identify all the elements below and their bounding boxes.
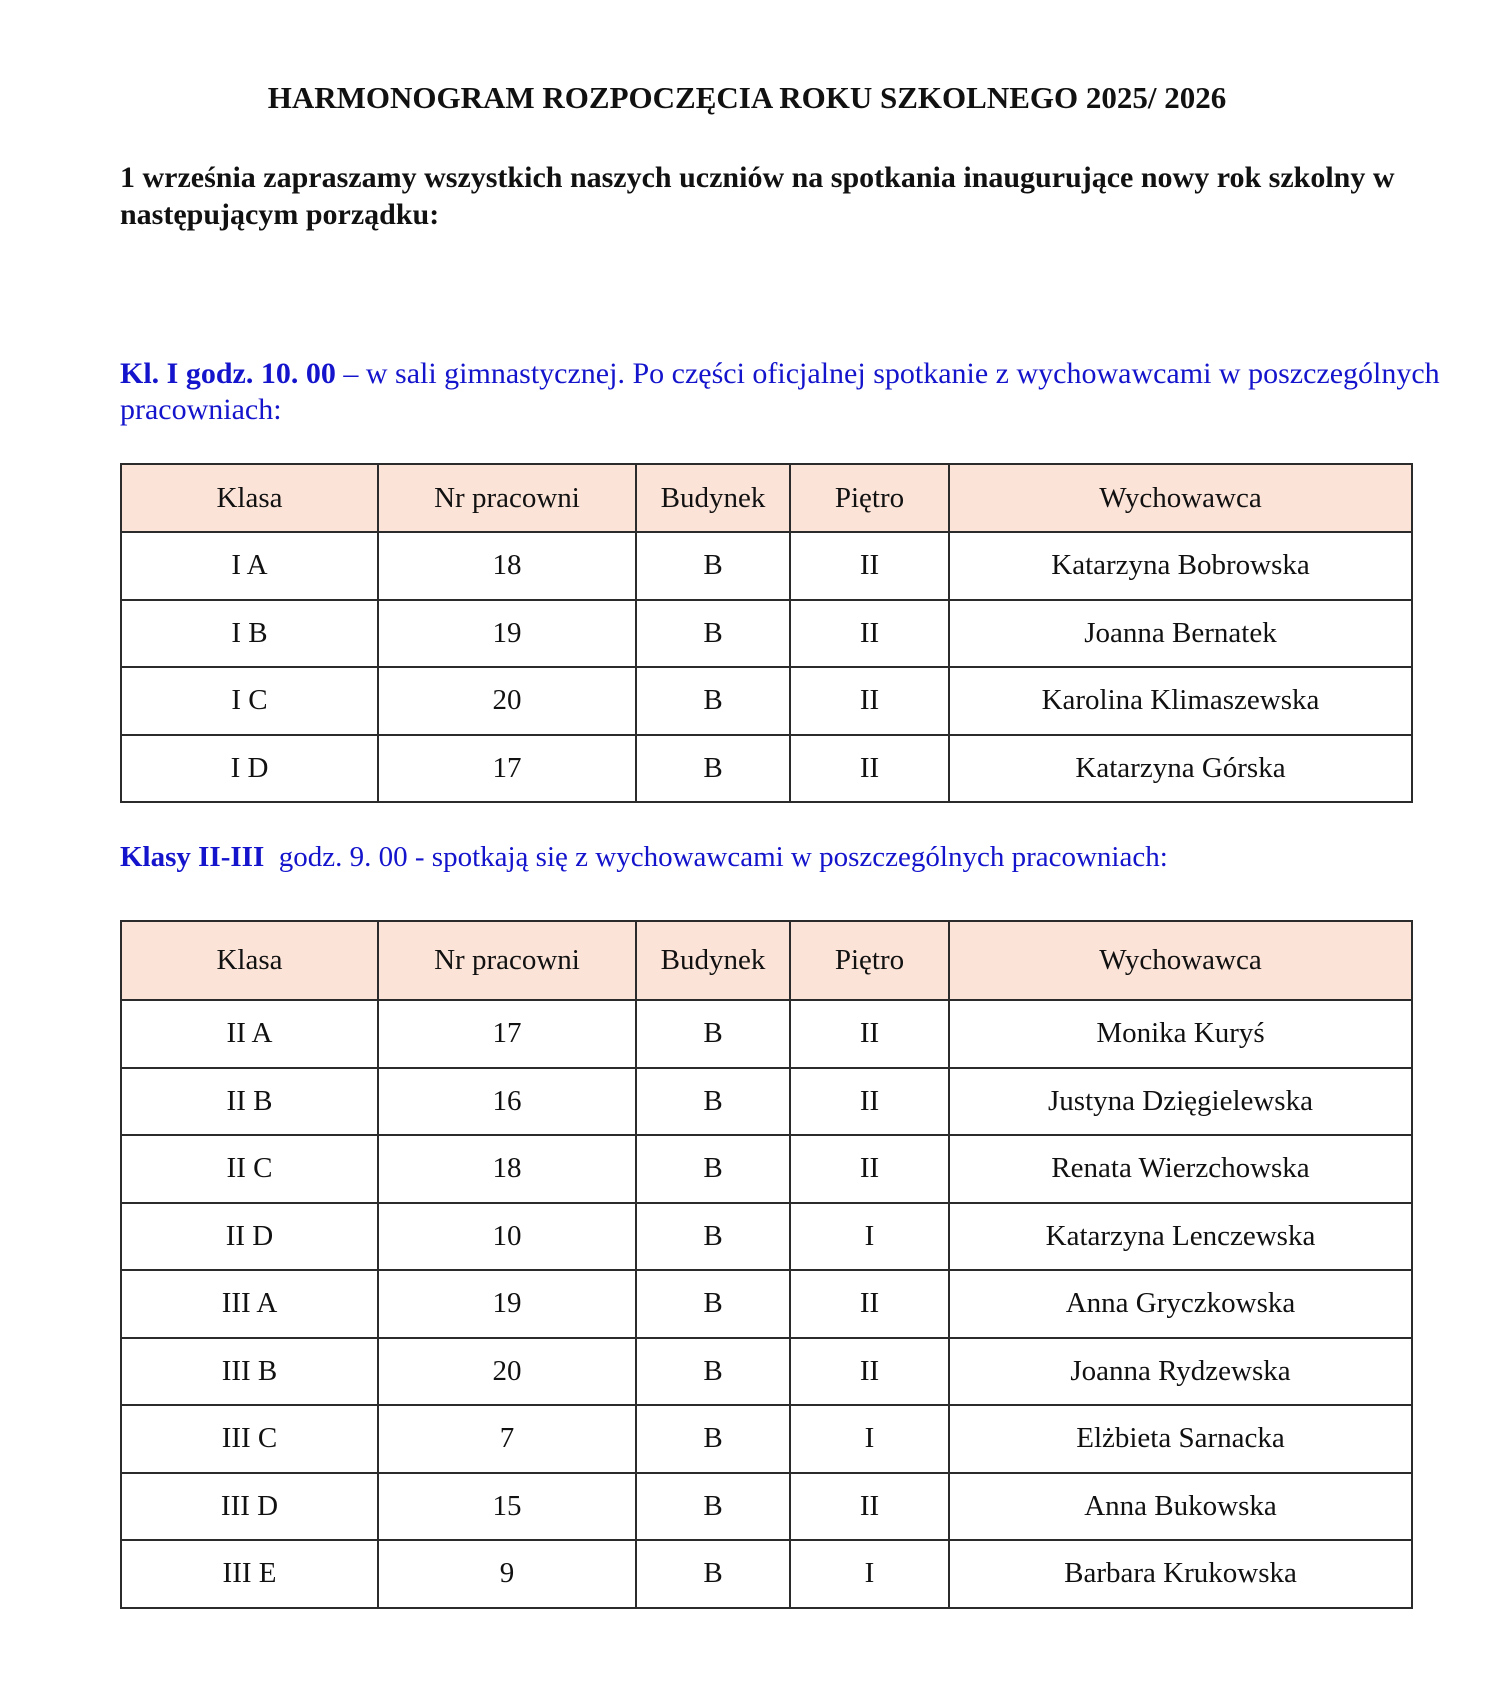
document-title: [0, 78, 1500, 118]
cell-budynek: B: [636, 1203, 790, 1271]
cell-wychowawca: Katarzyna Lenczewska: [949, 1203, 1412, 1271]
cell-wychowawca: Joanna Bernatek: [949, 600, 1412, 668]
cell-klasa: II A: [121, 1000, 378, 1068]
column-header-klasa: Klasa: [121, 921, 378, 1000]
table-row: [121, 1270, 1412, 1338]
cell-nr-pracowni: 18: [378, 532, 636, 600]
column-header-klasa: Klasa: [121, 464, 378, 532]
cell-wychowawca: Renata Wierzchowska: [949, 1135, 1412, 1203]
cell-wychowawca: Joanna Rydzewska: [949, 1338, 1412, 1406]
cell-klasa: I D: [121, 735, 378, 803]
column-header-budynek: Budynek: [636, 464, 790, 532]
cell-budynek: B: [636, 1135, 790, 1203]
table-row: [121, 1135, 1412, 1203]
cell-pietro: II: [790, 1135, 949, 1203]
cell-wychowawca: Katarzyna Górska: [949, 735, 1412, 803]
table-row: [121, 600, 1412, 668]
table-header-row: [121, 921, 1412, 1000]
cell-pietro: I: [790, 1203, 949, 1271]
cell-klasa: I B: [121, 600, 378, 668]
cell-nr-pracowni: 17: [378, 735, 636, 803]
cell-wychowawca: Karolina Klimaszewska: [949, 667, 1412, 735]
cell-nr-pracowni: 9: [378, 1540, 636, 1608]
cell-nr-pracowni: 10: [378, 1203, 636, 1271]
cell-nr-pracowni: 7: [378, 1405, 636, 1473]
cell-pietro: I: [790, 1540, 949, 1608]
column-header-wychowawca: Wychowawca: [949, 921, 1412, 1000]
cell-pietro: II: [790, 667, 949, 735]
cell-wychowawca: Barbara Krukowska: [949, 1540, 1412, 1608]
table-row: [121, 1540, 1412, 1608]
column-header-nr-pracowni: Nr pracowni: [378, 921, 636, 1000]
table-row: [121, 1068, 1412, 1136]
cell-klasa: II D: [121, 1203, 378, 1271]
cell-klasa: III C: [121, 1405, 378, 1473]
section-1-label: Kl. I godz. 10. 00: [120, 357, 336, 390]
cell-budynek: B: [636, 1473, 790, 1541]
cell-pietro: II: [790, 1338, 949, 1406]
cell-klasa: III D: [121, 1473, 378, 1541]
cell-wychowawca: Justyna Dzięgielewska: [949, 1068, 1412, 1136]
column-header-pietro: Piętro: [790, 464, 949, 532]
cell-klasa: II B: [121, 1068, 378, 1136]
cell-nr-pracowni: 15: [378, 1473, 636, 1541]
section-2-heading: [120, 839, 1440, 875]
cell-budynek: B: [636, 735, 790, 803]
cell-budynek: B: [636, 1405, 790, 1473]
cell-nr-pracowni: 18: [378, 1135, 636, 1203]
schedule-table-classes-2-3: [120, 920, 1413, 1609]
table-row: [121, 1000, 1412, 1068]
cell-pietro: I: [790, 1405, 949, 1473]
cell-nr-pracowni: 20: [378, 667, 636, 735]
cell-pietro: II: [790, 1270, 949, 1338]
cell-budynek: B: [636, 1000, 790, 1068]
cell-pietro: II: [790, 600, 949, 668]
column-header-pietro: Piętro: [790, 921, 949, 1000]
cell-budynek: B: [636, 1540, 790, 1608]
cell-nr-pracowni: 19: [378, 1270, 636, 1338]
column-header-nr-pracowni: Nr pracowni: [378, 464, 636, 532]
cell-budynek: B: [636, 667, 790, 735]
column-header-wychowawca: Wychowawca: [949, 464, 1412, 532]
cell-klasa: I C: [121, 667, 378, 735]
cell-pietro: II: [790, 1000, 949, 1068]
table-header-row: [121, 464, 1412, 532]
table-row: [121, 1473, 1412, 1541]
cell-budynek: B: [636, 1068, 790, 1136]
cell-klasa: III A: [121, 1270, 378, 1338]
document-title-text: HARMONOGRAM ROZPOCZĘCIA ROKU SZKOLNEGO 2025/ 2026: [267, 80, 1227, 115]
cell-wychowawca: Elżbieta Sarnacka: [949, 1405, 1412, 1473]
cell-nr-pracowni: 19: [378, 600, 636, 668]
cell-budynek: B: [636, 532, 790, 600]
section-2-label: Klasy II-III: [120, 841, 265, 873]
cell-klasa: I A: [121, 532, 378, 600]
cell-wychowawca: Anna Bukowska: [949, 1473, 1412, 1541]
cell-pietro: II: [790, 1068, 949, 1136]
cell-wychowawca: Monika Kuryś: [949, 1000, 1412, 1068]
schedule-table-class-1: [120, 463, 1413, 803]
cell-klasa: III E: [121, 1540, 378, 1608]
cell-budynek: B: [636, 1270, 790, 1338]
section-1-heading: [120, 356, 1448, 428]
cell-budynek: B: [636, 1338, 790, 1406]
table-row: [121, 735, 1412, 803]
cell-pietro: II: [790, 532, 949, 600]
cell-nr-pracowni: 17: [378, 1000, 636, 1068]
cell-nr-pracowni: 20: [378, 1338, 636, 1406]
cell-pietro: II: [790, 1473, 949, 1541]
cell-klasa: III B: [121, 1338, 378, 1406]
cell-wychowawca: Anna Gryczkowska: [949, 1270, 1412, 1338]
cell-klasa: II C: [121, 1135, 378, 1203]
cell-nr-pracowni: 16: [378, 1068, 636, 1136]
section-2-text: godz. 9. 00 - spotkają się z wychowawcami w poszczególnych pracowniach:: [264, 841, 1168, 873]
table-row: [121, 1203, 1412, 1271]
table-row: [121, 1338, 1412, 1406]
table-row: [121, 532, 1412, 600]
intro-paragraph: 1 września zapraszamy wszystkich naszych uczniów na spotkania inaugurujące nowy rok szkolny w następującym porządku:: [120, 161, 1395, 231]
table-row: [121, 667, 1412, 735]
cell-pietro: II: [790, 735, 949, 803]
cell-budynek: B: [636, 600, 790, 668]
cell-wychowawca: Katarzyna Bobrowska: [949, 532, 1412, 600]
section-1-text: – w sali gimnastycznej. Po części oficjalnej spotkanie z wychowawcami w poszczególnych pracowniach:: [120, 357, 1448, 426]
table-row: [121, 1405, 1412, 1473]
column-header-budynek: Budynek: [636, 921, 790, 1000]
